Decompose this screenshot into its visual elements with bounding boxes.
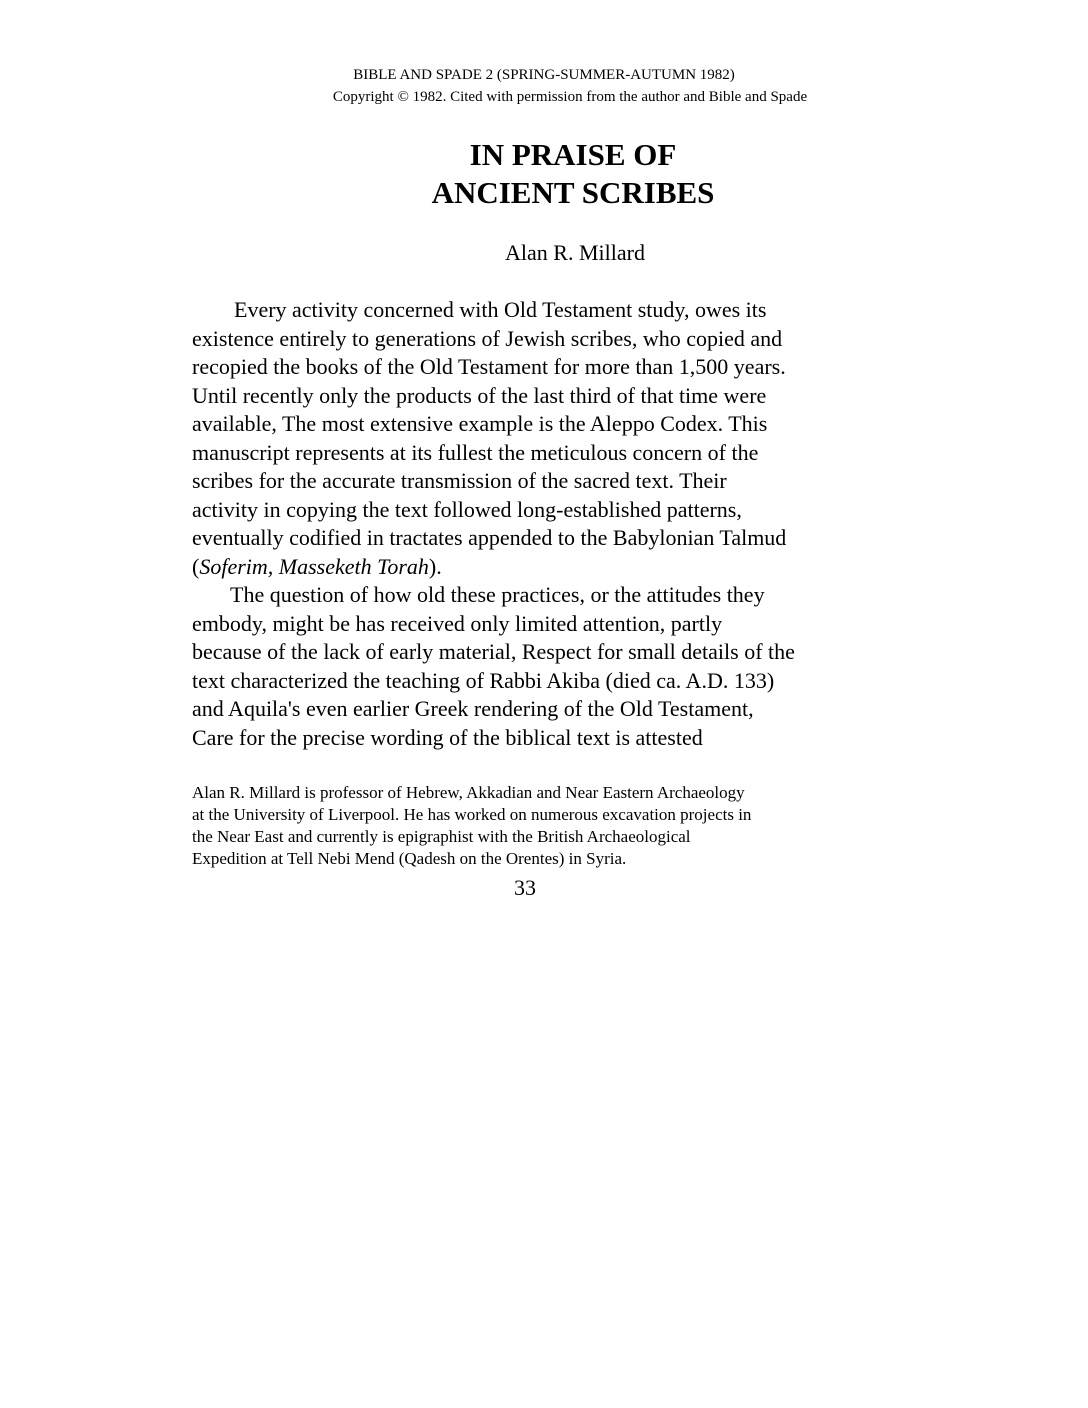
footnote-line: Expedition at Tell Nebi Mend (Qadesh on the Orentes) in Syria. <box>192 849 627 868</box>
paragraph-2-line: because of the lack of early material, Respect for small details of the <box>192 639 795 664</box>
article-author: Alan R. Millard <box>505 240 645 265</box>
author-footnote <box>192 782 892 870</box>
paragraph-1-line: existence entirely to generations of Jewish scribes, who copied and <box>192 325 783 351</box>
title-line-2: ANCIENT SCRIBES <box>431 175 715 210</box>
paragraph-2-line: Care for the precise wording of the biblical text is attested <box>192 724 703 750</box>
paragraph-2-line: and Aquila's even earlier Greek rendering of the Old Testament, <box>192 696 754 721</box>
paragraph-1-line: eventually codified in tractates appended to the Babylonian Talmud <box>192 525 787 550</box>
header-copyright-line: Copyright © 1982. Cited with permission from the author and Bible and Spade <box>332 89 808 105</box>
title-line-1: IN PRAISE OF <box>469 137 677 172</box>
page-number: 33 <box>514 875 536 900</box>
tractate-names: Soferim, Masseketh Torah <box>199 553 429 579</box>
footnote-line: at the University of Liverpool. He has worked on numerous excavation projects in <box>192 805 752 824</box>
paragraph-1-last-line <box>192 553 892 582</box>
paragraph-2-line: embody, might be has received only limited attention, partly <box>192 610 723 636</box>
paragraph-1-line: available, The most extensive example is the Aleppo Codex. This <box>192 411 768 436</box>
close-paren: ). <box>428 553 442 579</box>
paragraph-2-line: text characterized the teaching of Rabbi Akiba (died ca. A.D. 133) <box>192 667 775 693</box>
footnote-line: the Near East and currently is epigraphist with the British Archaeological <box>192 827 691 846</box>
article-title <box>330 136 816 212</box>
footnote-line: Alan R. Millard is professor of Hebrew, Akkadian and Near Eastern Archaeology <box>192 783 745 802</box>
paragraph-1-line: manuscript represents at its fullest the meticulous concern of the <box>192 439 759 465</box>
paragraph-1-line: scribes for the accurate transmission of the sacred text. Their <box>192 468 727 493</box>
paragraph-1-line: Every activity concerned with Old Testament study, owes its <box>234 297 767 322</box>
paragraph-2-line: The question of how old these practices, or the attitudes they <box>230 582 765 607</box>
header-journal-line: BIBLE AND SPADE 2 (SPRING-SUMMER-AUTUMN 1982) <box>353 67 735 83</box>
article-body <box>192 296 892 752</box>
open-paren: ( <box>192 553 200 579</box>
paragraph-1-line: Until recently only the products of the last third of that time were <box>192 382 767 408</box>
paragraph-1-line: activity in copying the text followed long-established patterns, <box>192 496 742 522</box>
paragraph-1-line: recopied the books of the Old Testament for more than 1,500 years. <box>192 354 786 379</box>
